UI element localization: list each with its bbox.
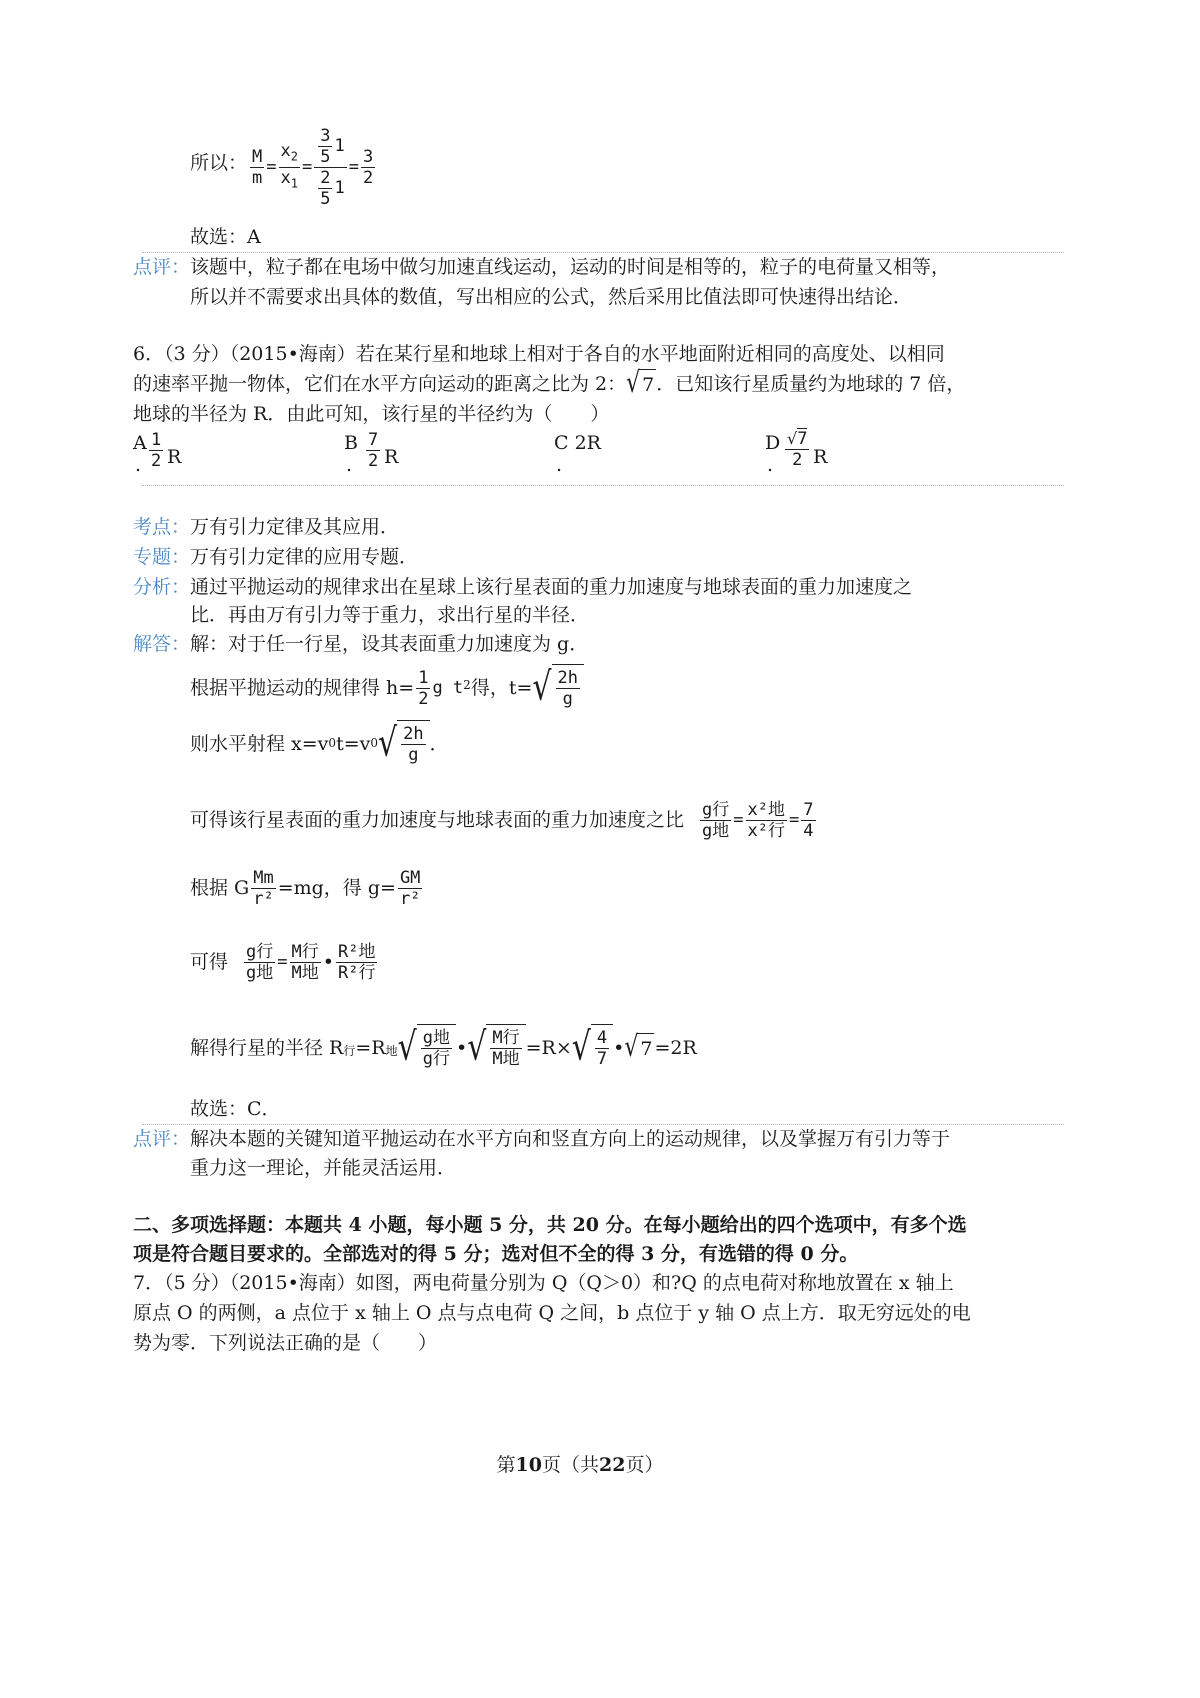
step-6: 解得行星的半径 R 行 =R 地 √ $\frac{\text{g地}}{\text{g行}}$ • √ $\frac{\text{M行}}{\text{M地}}$ =R× √ $\frac{4}{7}$ • √ 7 =2R [190, 1024, 697, 1071]
comment-text: 解决本题的关键知道平抛运动在水平方向和竖直方向上的运动规律，以及掌握万有引力等于 [190, 1128, 951, 1150]
divider [142, 485, 1064, 486]
question-7-text: 7．（5 分）（2015•海南）如图，两电荷量分别为 Q（Q＞0）和?Q 的点电荷对称地放置在 x 轴上 [133, 1272, 954, 1294]
frac-compound: $\frac{3}{5}$ 1 $\frac{2}{5}$ 1 [314, 126, 347, 209]
question-6-options [133, 428, 1063, 484]
jieda-text: 解：对于任一行星，设其表面重力加速度为 g． [190, 633, 589, 655]
option-b[interactable]: B 7 2 R . [344, 430, 399, 476]
question-7-text: 势为零．下列说法正确的是（ ） [133, 1332, 438, 1354]
question-6-text: 的速率平抛一物体，它们在水平方向运动的距离之比为 2： √ 7 ．已知该行星质量约为地球的 7 倍， [133, 367, 966, 400]
option-d[interactable]: D √ 7 2 R . [765, 428, 828, 476]
zhuanti-text: 万有引力定律的应用专题． [190, 546, 419, 568]
step-5: 可得 $\frac{\text{g行}}{\text{g地}}$ = $\frac{\text{M行}}{\text{M地}}$ • $\frac{\text{R²地}}{\text{R²行}}$ [190, 941, 376, 983]
comment-text: 所以并不需要求出具体的数值，写出相应的公式，然后采用比值法即可快速得出结论． [190, 286, 913, 308]
kaodian-text: 万有引力定律及其应用． [190, 516, 400, 538]
frac-3-2: $\frac{3}{2}$ [362, 146, 374, 188]
fenxi-text: 通过平抛运动的规律求出在星球上该行星表面的重力加速度与地球表面的重力加速度之 [190, 576, 913, 598]
comment-label: 点评： [133, 1128, 191, 1150]
frac-x2-x1: $\frac{x_2}{x_1}$ [280, 141, 298, 190]
choose-a: 故选：A [190, 226, 261, 248]
step-3: 可得该行星表面的重力加速度与地球表面的重力加速度之比 $\frac{\text{g行}}{\text{g地}}$ = $\frac{\text{x²地}}{\text{x²行}}$ = $\frac{7}{4}$ [190, 799, 814, 841]
step-1: 根据平抛运动的规律得 h= $\frac{1}{2}$ g t 2 得，t= √ $\frac{2h}{g}$ [190, 662, 584, 714]
ratio-equation: $\frac{M}{m}$ = $\frac{x_2}{x_1}$ = $\frac{3}{5}$ 1 $\frac{2}{5}$ 1 = $\frac{3}{2}$ [252, 125, 374, 209]
question-7-text: 原点 O 的两侧，a 点位于 x 轴上 O 点与点电荷 Q 之间，b 点位于 y 轴 O 点上方．取无穷远处的电 [133, 1302, 971, 1324]
option-a[interactable]: A 1 2 R . [133, 430, 182, 476]
step-2: 则水平射程 x=v 0 t=v 0 √ $\frac{2h}{g}$ ． [190, 720, 449, 767]
comment-label: 点评： [133, 256, 191, 278]
question-6-text: 地球的半径为 R．由此可知，该行星的半径约为（ ） [133, 403, 610, 425]
comment-text: 重力这一理论，并能灵活运用． [190, 1157, 457, 1179]
zhuanti-label: 专题： [133, 546, 191, 568]
frac-M-m: $\frac{M}{m}$ [252, 146, 263, 188]
kaodian-label: 考点： [133, 516, 191, 538]
fenxi-label: 分析： [133, 576, 191, 598]
choose-c: 故选：C． [190, 1098, 281, 1120]
option-c[interactable]: C 2R . [554, 432, 601, 476]
fenxi-text: 比．再由万有引力等于重力，求出行星的半径． [190, 604, 590, 626]
comment-text: 该题中，粒子都在电场中做匀加速直线运动，运动的时间是相等的，粒子的电荷量又相等， [190, 256, 951, 278]
jieda-label: 解答： [133, 633, 191, 655]
step-4: 根据 G $\frac{Mm}{\text{r²}}$ =mg，得 g= $\frac{GM}{\text{r²}}$ [190, 867, 421, 909]
page-footer: 第10页（共22页） [496, 1454, 664, 1476]
section-2-heading: 二、多项选择题：本题共 4 小题，每小题 5 分，共 20 分。在每小题给出的四个选项中，有多个选 [133, 1214, 967, 1236]
question-6-text: 6．（3 分）（2015•海南）若在某行星和地球上相对于各自的水平地面附近相同的高度处、以相同 [133, 343, 945, 365]
section-2-heading: 项是符合题目要求的。全部选对的得 5 分；选对但不全的得 3 分，有选错的得 0 分。 [133, 1243, 859, 1265]
so-label: 所以： [190, 152, 248, 174]
